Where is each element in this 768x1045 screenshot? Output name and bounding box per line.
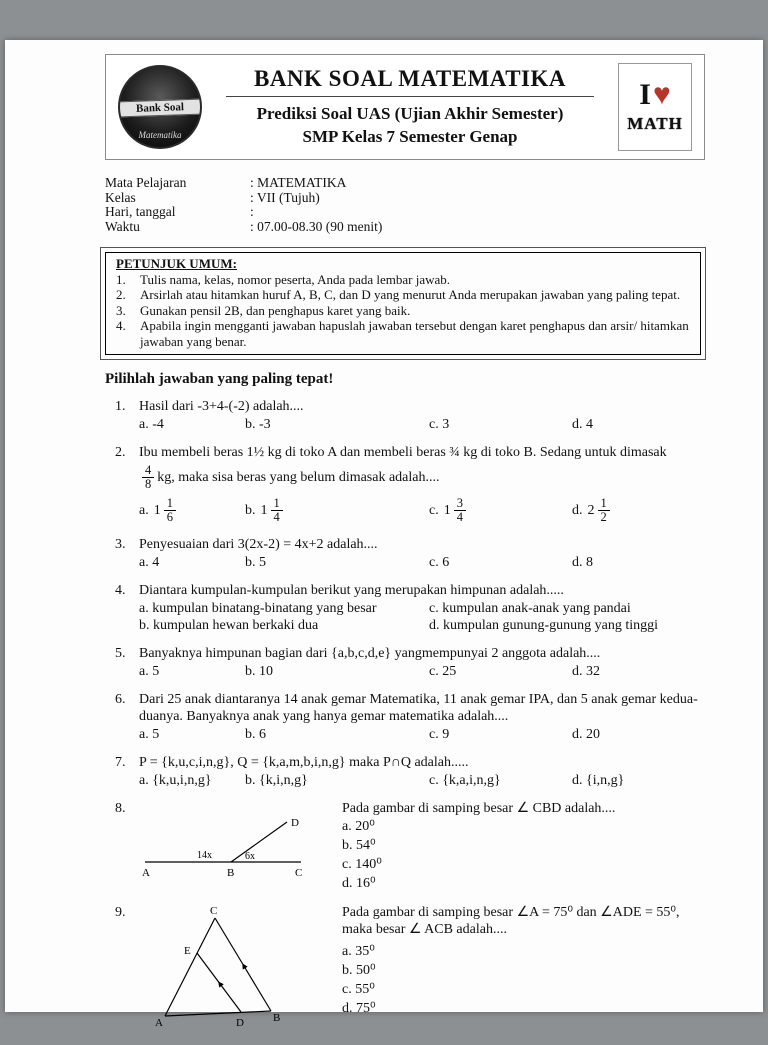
instruction-item xyxy=(116,272,690,288)
question-text: Ibu membeli beras 1½ kg di toko A dan membeli beras ¾ kg di toko B. Sedang untuk dimasak xyxy=(139,445,667,460)
point-c-label: C xyxy=(210,904,218,917)
option-d: d. 20 xyxy=(572,726,600,742)
question-9 xyxy=(105,904,705,1034)
fraction: $\frac{1}{2}$ xyxy=(598,497,610,524)
bank-soal-logo-text: Bank Soal xyxy=(118,98,202,117)
option-d: d. 16⁰ xyxy=(342,875,376,891)
question-number: 5. xyxy=(115,645,126,661)
option-c: c. 140⁰ xyxy=(342,856,382,872)
instruction-item xyxy=(116,318,690,349)
option-d: d. 4 xyxy=(572,417,593,432)
instruction-number: 2. xyxy=(116,287,126,302)
option-c: c. 6 xyxy=(429,554,450,570)
option-a: a. 4 xyxy=(139,554,160,570)
option-b: b. 50⁰ xyxy=(342,962,376,978)
exam-subtitle-2: SMP Kelas 7 Semester Genap xyxy=(302,126,518,146)
option-a: a. kumpulan binatang-binatang yang besar xyxy=(139,600,377,616)
option-c: c. 3 xyxy=(429,417,450,432)
q9-triangle-figure xyxy=(153,904,283,1029)
info-row-time xyxy=(105,220,705,235)
option-d: d. 2 $\frac{1}{2}$ xyxy=(572,497,705,524)
angle-diagram xyxy=(139,800,342,893)
option-d: d. 75⁰ xyxy=(342,1000,376,1016)
option-a: a. 5 xyxy=(139,726,160,742)
instruction-text: Gunakan pensil 2B, dan penghapus karet yang baik. xyxy=(140,302,411,318)
question-list xyxy=(105,398,705,1034)
instruction-text: Arsirlah atau hitamkan huruf A, B, C, dan D yang menurut Anda merupakan jawaban yang paling tepat. xyxy=(140,287,681,302)
question-text: Banyaknya himpunan bagian dari {a,b,c,d,e} yangmempunyai 2 anggota adalah.... xyxy=(139,645,601,661)
info-row-class xyxy=(105,191,705,206)
option-d: d. {i,n,g} xyxy=(572,772,625,788)
section-title: Pilihlah jawaban yang paling tepat! xyxy=(105,371,334,387)
fraction: $\frac{3}{4}$ xyxy=(454,497,466,524)
info-value: : VII (Tujuh) xyxy=(250,189,320,205)
info-value: : MATEMATIKA xyxy=(250,175,347,190)
question-number: 8. xyxy=(115,800,126,816)
triangle-diagram xyxy=(139,904,342,1034)
question-text: Hasil dari -3+4-(-2) adalah.... xyxy=(139,399,304,414)
q8-angle-figure xyxy=(139,814,309,880)
option-a: a. {k,u,i,n,g} xyxy=(139,772,212,788)
angle-14x-label: 14x xyxy=(197,849,212,861)
point-d-label: D xyxy=(236,1016,244,1029)
side-bc-with-arrow xyxy=(215,918,271,1011)
info-row-subject xyxy=(105,176,705,191)
instruction-item xyxy=(116,303,690,319)
instruction-text: Apabila ingin mengganti jawaban hapuslah jawaban tersebut dengan karet penghapus dan arsir/ hitamkan jawaban yang benar. xyxy=(140,318,689,349)
question-number: 2. xyxy=(115,445,126,460)
question-text: Pada gambar di samping besar ∠A = 75⁰ dan ∠ADE = 55⁰, maka besar ∠ ACB adalah.... xyxy=(342,904,680,937)
option-c: c. 25 xyxy=(429,663,457,679)
ray-bd xyxy=(231,822,287,862)
option-b: b. 5 xyxy=(245,554,266,570)
question-1 xyxy=(105,398,705,433)
option-c: c. {k,a,i,n,g} xyxy=(429,772,501,788)
option-b: b. 1 $\frac{1}{4}$ xyxy=(245,497,429,524)
option-b: b. 10 xyxy=(245,663,273,679)
point-a-label: A xyxy=(142,866,150,879)
exam-header xyxy=(105,54,705,160)
question-3 xyxy=(105,536,705,571)
bank-soal-logo-subtext: Matematika xyxy=(138,130,182,140)
question-number: 9. xyxy=(115,904,126,920)
fraction: $\frac{1}{4}$ xyxy=(271,497,283,524)
option-b: b. kumpulan hewan berkaki dua xyxy=(139,617,319,633)
info-label: Kelas xyxy=(105,189,136,205)
exam-paper-page xyxy=(5,40,763,1029)
option-c: c. 55⁰ xyxy=(342,981,375,997)
info-label: Hari, tanggal xyxy=(105,204,176,219)
question-number: 4. xyxy=(115,582,126,598)
info-value: : xyxy=(250,204,254,219)
option-b: b. -3 xyxy=(245,417,271,432)
page-content xyxy=(105,54,705,1045)
point-b-label: B xyxy=(227,866,235,879)
point-a-label: A xyxy=(155,1016,163,1029)
option-a: a. 35⁰ xyxy=(342,943,375,959)
question-8 xyxy=(105,800,705,893)
option-b: b. {k,i,n,g} xyxy=(245,772,308,788)
info-value: : 07.00-08.30 (90 menit) xyxy=(250,218,383,234)
instruction-text: Tulis nama, kelas, nomor peserta, Anda pada lembar jawab. xyxy=(140,271,450,287)
option-b: b. 54⁰ xyxy=(342,837,376,853)
question-text: Diantara kumpulan-kumpulan berikut yang merupakan himpunan adalah..... xyxy=(139,582,564,598)
exam-info xyxy=(105,176,705,234)
option-a: a. -4 xyxy=(139,417,164,432)
side-ab xyxy=(165,1011,271,1016)
header-titles xyxy=(202,66,618,147)
instruction-item xyxy=(116,287,690,303)
instruction-number: 1. xyxy=(116,271,126,287)
point-e-label: E xyxy=(184,944,191,957)
question-number: 1. xyxy=(115,399,126,414)
logo-math-word: MATH xyxy=(627,114,683,133)
angle-6x-label: 6x xyxy=(245,850,255,862)
question-text: Pada gambar di samping besar ∠ CBD adalah.... xyxy=(342,800,616,816)
question-2 xyxy=(105,444,705,525)
option-a: a. 1 $\frac{1}{6}$ xyxy=(139,497,245,524)
header-divider xyxy=(226,96,594,97)
option-a: a. 5 xyxy=(139,663,160,679)
point-d-label: D xyxy=(291,816,299,829)
info-label: Waktu xyxy=(105,218,140,234)
exam-title: BANK SOAL MATEMATIKA xyxy=(253,66,566,92)
instruction-number: 4. xyxy=(116,318,126,333)
option-b: b. 6 xyxy=(245,726,266,742)
info-label: Mata Pelajaran xyxy=(105,175,187,190)
question-5 xyxy=(105,645,705,680)
question-text-continued: $\frac{4}{8}$ kg, maka sisa beras yang belum dimasak adalah.... xyxy=(139,464,705,491)
question-text: P = {k,u,c,i,n,g}, Q = {k,a,m,b,i,n,g} maka P∩Q adalah..... xyxy=(139,754,469,770)
option-c: c. 1 $\frac{3}{4}$ xyxy=(429,497,572,524)
question-number: 7. xyxy=(115,754,126,770)
instructions-box xyxy=(105,252,701,355)
instructions-title: PETUNJUK UMUM: xyxy=(116,256,237,271)
i-love-math-top xyxy=(639,80,671,110)
option-a: a. 20⁰ xyxy=(342,818,375,834)
segment-de-with-arrow xyxy=(197,953,241,1012)
heart-icon: ♥ xyxy=(652,78,671,111)
fraction: $\frac{1}{6}$ xyxy=(164,497,176,524)
question-6 xyxy=(105,691,705,743)
question-text: Dari 25 anak diantaranya 14 anak gemar Matematika, 11 anak gemar IPA, dan 5 anak gemar kedua-duanya. Banyaknya anak yang hanya gemar matematika adalah.... xyxy=(139,691,698,724)
option-d: d. 32 xyxy=(572,663,600,679)
inline-fraction: $\frac{4}{8}$ xyxy=(142,464,154,491)
question-7 xyxy=(105,754,705,789)
question-number: 6. xyxy=(115,691,126,707)
i-love-math-logo xyxy=(618,63,692,151)
question-number: 3. xyxy=(115,536,126,552)
question-text: Penyesuaian dari 3(2x-2) = 4x+2 adalah.... xyxy=(139,536,378,552)
exam-subtitle-1: Prediksi Soal UAS (Ujian Akhir Semester) xyxy=(256,104,564,124)
info-row-date xyxy=(105,205,705,220)
option-d: d. kumpulan gunung-gunung yang tinggi xyxy=(429,617,659,633)
question-4 xyxy=(105,582,705,634)
option-d: d. 8 xyxy=(572,554,593,570)
bank-soal-logo xyxy=(118,65,202,149)
logo-letter-i: I xyxy=(639,78,651,111)
instruction-number: 3. xyxy=(116,302,126,318)
option-c: c. kumpulan anak-anak yang pandai xyxy=(429,600,631,616)
point-b-label: B xyxy=(273,1011,281,1024)
point-c-label: C xyxy=(295,866,303,879)
option-c: c. 9 xyxy=(429,726,450,742)
